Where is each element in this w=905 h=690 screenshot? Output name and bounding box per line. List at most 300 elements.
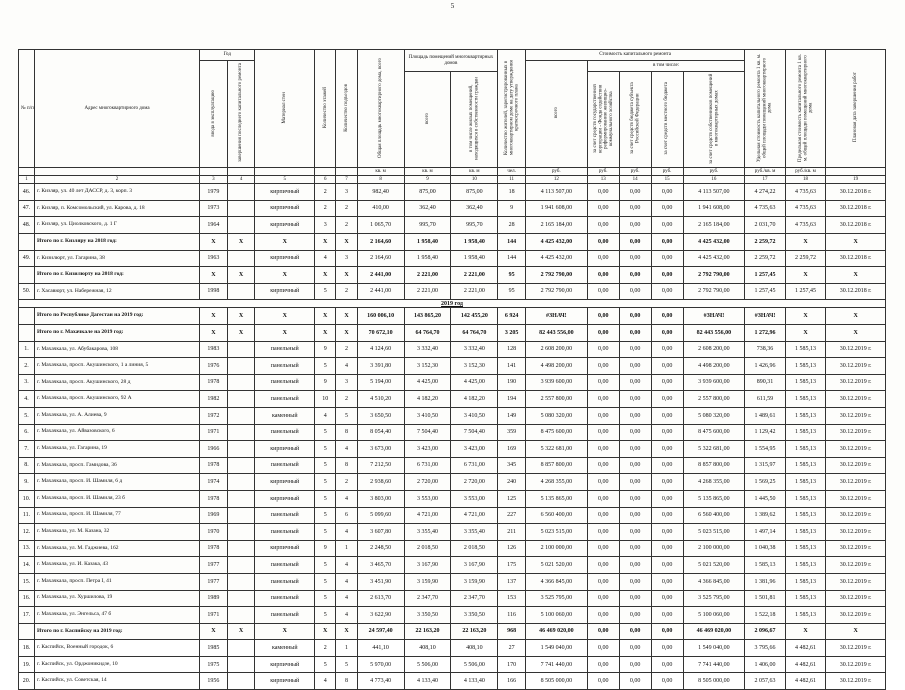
- cell-col-1: 49.: [19, 250, 35, 267]
- cell-col-19: 30.12.2019 г.: [826, 391, 886, 408]
- table-row: [19, 656, 886, 673]
- cell-col-5: панельный: [255, 358, 315, 375]
- cell-col-16: 7 741 440,00: [683, 656, 745, 673]
- cell-col-10: 3 332,40: [451, 341, 498, 358]
- cell-col-5: кирпичный: [255, 474, 315, 491]
- cell-col-7: 8: [336, 457, 357, 474]
- cell-col-9: 5 506,00: [404, 656, 451, 673]
- cell-col-14: 0,00: [619, 623, 651, 640]
- cell-col-9: 22 163,20: [404, 623, 451, 640]
- cell-col-12: 4 366 845,00: [525, 573, 587, 590]
- address-cell: Итого по Республике Дагестан на 2019 год:: [34, 308, 199, 325]
- cell-col-3: 1978: [200, 490, 228, 507]
- cell-col-1: [19, 623, 35, 640]
- cell-col-19: 30.12.2019 г.: [826, 424, 886, 441]
- cell-col-12: 8 505 000,00: [525, 673, 587, 690]
- cell-col-13: 0,00: [587, 590, 619, 607]
- cell-col-10: 3 410,50: [451, 407, 498, 424]
- cell-col-8: 4 773,40: [357, 673, 404, 690]
- table-row: [19, 640, 886, 657]
- cell-col-18: 1 585,13: [785, 358, 825, 375]
- address-cell: г. Махачкала, просп. Гамидова, 36: [34, 457, 199, 474]
- cell-col-7: 2: [336, 283, 357, 300]
- cell-col-16: 2 557 800,00: [683, 391, 745, 408]
- header-year-group: Год: [200, 50, 255, 61]
- cell-col-10: 1 958,40: [451, 234, 498, 251]
- cell-col-3: 1969: [200, 507, 228, 524]
- cell-col-7: 2: [336, 217, 357, 234]
- cell-col-1: 12.: [19, 524, 35, 541]
- cell-col-12: 4 425 432,00: [525, 250, 587, 267]
- cell-col-12: 5 021 520,00: [525, 557, 587, 574]
- cell-col-18: 2 259,72: [785, 250, 825, 267]
- cell-col-4: X: [227, 267, 255, 284]
- cell-col-6: 5: [315, 573, 336, 590]
- cell-col-9: 7 504,40: [404, 424, 451, 441]
- cell-col-6: 5: [315, 457, 336, 474]
- cell-col-18: 4 482,61: [785, 640, 825, 657]
- cell-col-17: 1 501,81: [745, 590, 785, 607]
- table-row: [19, 424, 886, 441]
- cell-col-17: 1 272,96: [745, 325, 785, 342]
- cell-col-19: 30.12.2019 г.: [826, 407, 886, 424]
- cell-col-3: 1998: [200, 283, 228, 300]
- address-cell: г. Каспийск, ул. Советская, 14: [34, 673, 199, 690]
- page-number: 5: [450, 2, 455, 10]
- cell-col-15: 0,00: [651, 283, 683, 300]
- cell-col-15: 0,00: [651, 250, 683, 267]
- address-cell: г. Махачкала, ул. Абубакарова, 108: [34, 341, 199, 358]
- cell-col-14: 0,00: [619, 524, 651, 541]
- cell-col-17: 1 257,45: [745, 283, 785, 300]
- cell-col-1: 15.: [19, 573, 35, 590]
- cell-col-18: X: [785, 325, 825, 342]
- cell-col-3: 1985: [200, 640, 228, 657]
- table-row: [19, 407, 886, 424]
- cell-col-11: 968: [498, 623, 526, 640]
- cell-col-3: 1966: [200, 441, 228, 458]
- cell-col-16: 6 560 400,00: [683, 507, 745, 524]
- cell-col-15: 0,00: [651, 590, 683, 607]
- cell-col-10: 2 221,00: [451, 283, 498, 300]
- cell-col-7: 3: [336, 374, 357, 391]
- cell-col-6: 5: [315, 424, 336, 441]
- cell-col-16: 4 113 507,00: [683, 184, 745, 201]
- cell-col-12: 12: [525, 176, 587, 184]
- cell-col-12: 82 443 556,00: [525, 325, 587, 342]
- cell-col-5: панельный: [255, 590, 315, 607]
- cell-col-4: [227, 656, 255, 673]
- cell-col-9: 1 958,40: [404, 250, 451, 267]
- cell-col-5: кирпичный: [255, 184, 315, 201]
- cell-col-19: 30.12.2019 г.: [826, 490, 886, 507]
- cell-col-14: 0,00: [619, 540, 651, 557]
- cell-col-13: 0,00: [587, 540, 619, 557]
- cell-col-8: 2 441,00: [357, 267, 404, 284]
- cell-col-4: [227, 250, 255, 267]
- cell-col-11: 211: [498, 524, 526, 541]
- cell-col-18: 4 482,61: [785, 673, 825, 690]
- total-row: [19, 308, 886, 325]
- cell-col-12: 1 549 040,00: [525, 640, 587, 657]
- cell-col-12: 46 469 020,00: [525, 623, 587, 640]
- cell-col-8: 982,40: [357, 184, 404, 201]
- table-row: [19, 540, 886, 557]
- cell-col-16: 16: [683, 176, 745, 184]
- cell-col-10: 2 221,00: [451, 267, 498, 284]
- cell-col-5: панельный: [255, 607, 315, 624]
- table-row: [19, 673, 886, 690]
- total-row: [19, 267, 886, 284]
- table-row: [19, 607, 886, 624]
- address-cell: г. Махачкала, ул. М. Гаджиева, 162: [34, 540, 199, 557]
- cell-col-4: [227, 374, 255, 391]
- cell-col-16: 4 425 432,00: [683, 250, 745, 267]
- cell-col-17: 4 274,22: [745, 184, 785, 201]
- cell-col-4: [227, 607, 255, 624]
- cell-col-18: 1 585,13: [785, 607, 825, 624]
- cell-col-17: 1 554,95: [745, 441, 785, 458]
- cell-col-5: панельный: [255, 557, 315, 574]
- cell-col-10: 875,00: [451, 184, 498, 201]
- header-cost-group: Стоимость капитального ремонта: [525, 50, 744, 61]
- cell-col-19: 30.12.2019 г.: [826, 441, 886, 458]
- cell-col-12: 2 792 790,00: [525, 283, 587, 300]
- cell-col-17: 2 259,72: [745, 234, 785, 251]
- cell-col-17: 1 522,18: [745, 607, 785, 624]
- cell-col-5: панельный: [255, 424, 315, 441]
- address-cell: Итого по г. Кизилюрту на 2018 год:: [34, 267, 199, 284]
- cell-col-3: 1956: [200, 673, 228, 690]
- cell-col-6: 5: [315, 283, 336, 300]
- cell-col-17: 1 315,97: [745, 457, 785, 474]
- cell-col-15: 0,00: [651, 424, 683, 441]
- cell-col-5: кирпичный: [255, 283, 315, 300]
- cell-col-6: 2: [315, 184, 336, 201]
- cell-col-13: 0,00: [587, 474, 619, 491]
- cell-col-7: 6: [336, 507, 357, 524]
- cell-col-5: 5: [255, 176, 315, 184]
- cell-col-19: 30.12.2019 г.: [826, 524, 886, 541]
- cell-col-15: 0,00: [651, 640, 683, 657]
- cell-col-4: [227, 391, 255, 408]
- cell-col-15: 0,00: [651, 374, 683, 391]
- cell-col-19: 30.12.2019 г.: [826, 457, 886, 474]
- cell-col-8: 1 065,70: [357, 217, 404, 234]
- cell-col-1: 4.: [19, 391, 35, 408]
- cell-col-14: 0,00: [619, 267, 651, 284]
- cell-col-17: 2 057,63: [745, 673, 785, 690]
- cell-col-8: 2 613,70: [357, 590, 404, 607]
- cell-col-8: 3 607,80: [357, 524, 404, 541]
- cell-col-8: 3 622,90: [357, 607, 404, 624]
- cell-col-8: 2 164,60: [357, 234, 404, 251]
- cell-col-3: X: [200, 267, 228, 284]
- cell-col-4: [227, 441, 255, 458]
- cell-col-7: 2: [336, 341, 357, 358]
- cell-col-3: 1972: [200, 407, 228, 424]
- cell-col-17: 1 381,96: [745, 573, 785, 590]
- cell-col-17: 1 445,50: [745, 490, 785, 507]
- cell-col-12: 5 023 515,00: [525, 524, 587, 541]
- cell-col-13: 0,00: [587, 325, 619, 342]
- cell-col-17: 1 406,00: [745, 656, 785, 673]
- cell-col-4: [227, 490, 255, 507]
- cell-col-18: 1 585,13: [785, 540, 825, 557]
- cell-col-9: 995,70: [404, 217, 451, 234]
- cell-col-15: 0,00: [651, 573, 683, 590]
- cell-col-19: 30.12.2019 г.: [826, 590, 886, 607]
- cell-col-3: 1983: [200, 341, 228, 358]
- cell-col-1: 46.: [19, 184, 35, 201]
- cell-col-16: 5 100 060,00: [683, 607, 745, 624]
- cell-col-16: 5 322 681,00: [683, 441, 745, 458]
- cell-col-5: кирпичный: [255, 673, 315, 690]
- cell-col-15: руб.: [651, 168, 683, 176]
- table-row: [19, 524, 886, 541]
- cell-col-19: 30.12.2019 г.: [826, 540, 886, 557]
- cell-col-7: 4: [336, 573, 357, 590]
- cell-col-8: 2 164,60: [357, 250, 404, 267]
- table-row: [19, 590, 886, 607]
- cell-col-5: кирпичный: [255, 217, 315, 234]
- cell-col-16: 5 080 320,00: [683, 407, 745, 424]
- cell-col-3: 1982: [200, 391, 228, 408]
- cell-col-9: 408,10: [404, 640, 451, 657]
- cell-col-10: 142 455,20: [451, 308, 498, 325]
- cell-col-14: 0,00: [619, 217, 651, 234]
- cell-col-4: [227, 640, 255, 657]
- cell-col-14: 0,00: [619, 656, 651, 673]
- cell-col-8: 3 650,50: [357, 407, 404, 424]
- cell-col-11: 11: [498, 176, 526, 184]
- cell-col-8: 410,00: [357, 200, 404, 217]
- cell-col-15: 0,00: [651, 457, 683, 474]
- cell-col-16: 2 608 200,00: [683, 341, 745, 358]
- cell-col-12: 4 498 200,00: [525, 358, 587, 375]
- cell-col-7: 7: [336, 176, 357, 184]
- cell-col-3: 1979: [200, 184, 228, 201]
- cell-col-18: 1 585,13: [785, 441, 825, 458]
- cell-col-11: 18: [498, 184, 526, 201]
- cell-col-1: 9.: [19, 474, 35, 491]
- cell-col-14: 0,00: [619, 441, 651, 458]
- cell-col-16: 2 792 790,00: [683, 267, 745, 284]
- cell-col-14: 0,00: [619, 407, 651, 424]
- cell-col-6: 2: [315, 640, 336, 657]
- cell-col-8: 3 465,70: [357, 557, 404, 574]
- cell-col-5: кирпичный: [255, 441, 315, 458]
- cell-col-19: X: [826, 234, 886, 251]
- cell-col-11: 359: [498, 424, 526, 441]
- cell-col-15: 0,00: [651, 607, 683, 624]
- cell-col-13: 0,00: [587, 507, 619, 524]
- cell-col-7: 4: [336, 590, 357, 607]
- cell-col-19: 30.12.2019 г.: [826, 374, 886, 391]
- cell-col-5: панельный: [255, 391, 315, 408]
- header-cost-incl: в том числе:: [587, 61, 745, 72]
- cell-col-16: 1 941 608,00: [683, 200, 745, 217]
- cell-col-17: 2 259,72: [745, 250, 785, 267]
- cell-col-6: 5: [315, 656, 336, 673]
- cell-col-19: X: [826, 308, 886, 325]
- cell-col-6: 5: [315, 524, 336, 541]
- cell-col-13: 0,00: [587, 283, 619, 300]
- cell-col-6: 5: [315, 441, 336, 458]
- cell-col-14: 0,00: [619, 607, 651, 624]
- cell-col-11: 3 205: [498, 325, 526, 342]
- address-cell: г. Каспийск, Военный городок, 6: [34, 640, 199, 657]
- cell-col-9: 4 721,00: [404, 507, 451, 524]
- cell-col-7: 8: [336, 424, 357, 441]
- cell-col-8: 5 970,00: [357, 656, 404, 673]
- cell-col-5: кирпичный: [255, 200, 315, 217]
- cell-col-15: 0,00: [651, 540, 683, 557]
- cell-col-7: X: [336, 234, 357, 251]
- cell-col-10: 3 152,30: [451, 358, 498, 375]
- cell-col-18: руб./кв. м: [785, 168, 825, 176]
- header-area-residential: в том числе жилых помещений, находящихся в собственности граждан: [451, 72, 498, 168]
- cell-col-14: 0,00: [619, 474, 651, 491]
- cell-col-12: 5 322 681,00: [525, 441, 587, 458]
- cell-col-1: 1.: [19, 341, 35, 358]
- cell-col-17: 2 031,70: [745, 217, 785, 234]
- cell-col-4: [227, 168, 255, 176]
- table-row: [19, 441, 886, 458]
- cell-col-15: 0,00: [651, 234, 683, 251]
- cell-col-14: 14: [619, 176, 651, 184]
- address-cell: г. Кизляр, ул. 40 лет ДАССР, д. 3, корп. 3: [34, 184, 199, 201]
- cell-col-9: 3 410,50: [404, 407, 451, 424]
- cell-col-11: 149: [498, 407, 526, 424]
- cell-col-2: 2: [34, 176, 199, 184]
- cell-col-9: 2 221,00: [404, 283, 451, 300]
- cell-col-13: 0,00: [587, 524, 619, 541]
- cell-col-3: 1971: [200, 424, 228, 441]
- address-cell: г. Махачкала, просп. И. Шамиля, 23 б: [34, 490, 199, 507]
- cell-col-4: [227, 540, 255, 557]
- header-address: Адрес многоквартирного дома: [34, 50, 199, 168]
- cell-col-18: 1 585,13: [785, 474, 825, 491]
- cell-col-15: 0,00: [651, 358, 683, 375]
- cell-col-6: 5: [315, 607, 336, 624]
- cell-col-11: 128: [498, 341, 526, 358]
- cell-col-1: [19, 325, 35, 342]
- cell-col-6: 4: [315, 250, 336, 267]
- cell-col-16: 3 525 795,00: [683, 590, 745, 607]
- cell-col-1: 13.: [19, 540, 35, 557]
- cell-col-9: 3 152,30: [404, 358, 451, 375]
- cell-col-5: панельный: [255, 341, 315, 358]
- cell-col-1: [19, 308, 35, 325]
- cell-col-9: 64 764,70: [404, 325, 451, 342]
- cell-col-13: 0,00: [587, 217, 619, 234]
- cell-col-18: 1 585,13: [785, 490, 825, 507]
- cell-col-11: 126: [498, 540, 526, 557]
- cell-col-12: #ЗНАЧ!: [525, 308, 587, 325]
- cell-col-8: 4 510,20: [357, 391, 404, 408]
- table-row: [19, 557, 886, 574]
- table-row: [19, 358, 886, 375]
- cell-col-3: X: [200, 308, 228, 325]
- address-cell: г. Махачкала, просп. И. Шамиля, 6 д: [34, 474, 199, 491]
- cell-col-15: 0,00: [651, 391, 683, 408]
- cell-col-4: [227, 557, 255, 574]
- header-max-cost: Предельная стоимость капитального ремонта 1 кв. м. общей площади помещений многоквартирного дома: [785, 50, 825, 168]
- cell-col-11: 190: [498, 374, 526, 391]
- cell-col-6: [315, 168, 336, 176]
- cell-col-11: 170: [498, 656, 526, 673]
- cell-col-14: 0,00: [619, 358, 651, 375]
- cell-col-7: 2: [336, 391, 357, 408]
- cell-col-8: 3 803,00: [357, 490, 404, 507]
- cell-col-18: 4 735,63: [785, 184, 825, 201]
- cell-col-14: 0,00: [619, 250, 651, 267]
- cell-col-14: 0,00: [619, 490, 651, 507]
- cell-col-4: [227, 341, 255, 358]
- cell-col-3: 1977: [200, 573, 228, 590]
- table-row: [19, 184, 886, 201]
- cell-col-5: X: [255, 308, 315, 325]
- cell-col-3: 1989: [200, 590, 228, 607]
- cell-col-6: 5: [315, 557, 336, 574]
- cell-col-4: [227, 184, 255, 201]
- cell-col-3: 1974: [200, 474, 228, 491]
- cell-col-4: [227, 283, 255, 300]
- header-floors: Количество этажей: [315, 50, 336, 168]
- cell-col-8: 8 054,40: [357, 424, 404, 441]
- cell-col-18: 1 585,13: [785, 424, 825, 441]
- cell-col-12: 2 100 000,00: [525, 540, 587, 557]
- cell-col-1: 11.: [19, 507, 35, 524]
- cell-col-9: 3 423,00: [404, 441, 451, 458]
- cell-col-17: 1 497,14: [745, 524, 785, 541]
- cell-col-13: 0,00: [587, 623, 619, 640]
- cell-col-16: 3 939 600,00: [683, 374, 745, 391]
- cell-col-15: 0,00: [651, 490, 683, 507]
- cell-col-7: 1: [336, 640, 357, 657]
- cell-col-6: X: [315, 325, 336, 342]
- cell-col-11: 9: [498, 200, 526, 217]
- cell-col-3: 1964: [200, 217, 228, 234]
- cell-col-9: 3 167,90: [404, 557, 451, 574]
- cell-col-10: 3 423,00: [451, 441, 498, 458]
- cell-col-14: 0,00: [619, 308, 651, 325]
- cell-col-10: 64 764,70: [451, 325, 498, 342]
- cell-col-8: 4 124,60: [357, 341, 404, 358]
- cell-col-3: [200, 168, 228, 176]
- cell-col-18: 18: [785, 176, 825, 184]
- cell-col-7: 4: [336, 524, 357, 541]
- cell-col-9: 3 355,40: [404, 524, 451, 541]
- cell-col-10: 3 553,00: [451, 490, 498, 507]
- cell-col-3: 3: [200, 176, 228, 184]
- cell-col-16: руб.: [683, 168, 745, 176]
- cell-col-7: 2: [336, 474, 357, 491]
- cell-col-11: 169: [498, 441, 526, 458]
- cell-col-6: 4: [315, 673, 336, 690]
- cell-col-6: 5: [315, 358, 336, 375]
- cell-col-15: 0,00: [651, 407, 683, 424]
- cell-col-18: 1 585,13: [785, 391, 825, 408]
- cell-col-3: 1975: [200, 656, 228, 673]
- cell-col-17: 17: [745, 176, 785, 184]
- cell-col-13: 0,00: [587, 640, 619, 657]
- cell-col-17: 890,31: [745, 374, 785, 391]
- cell-col-1: 6.: [19, 424, 35, 441]
- cell-col-10: 5 506,00: [451, 656, 498, 673]
- cell-col-9: 1 958,40: [404, 234, 451, 251]
